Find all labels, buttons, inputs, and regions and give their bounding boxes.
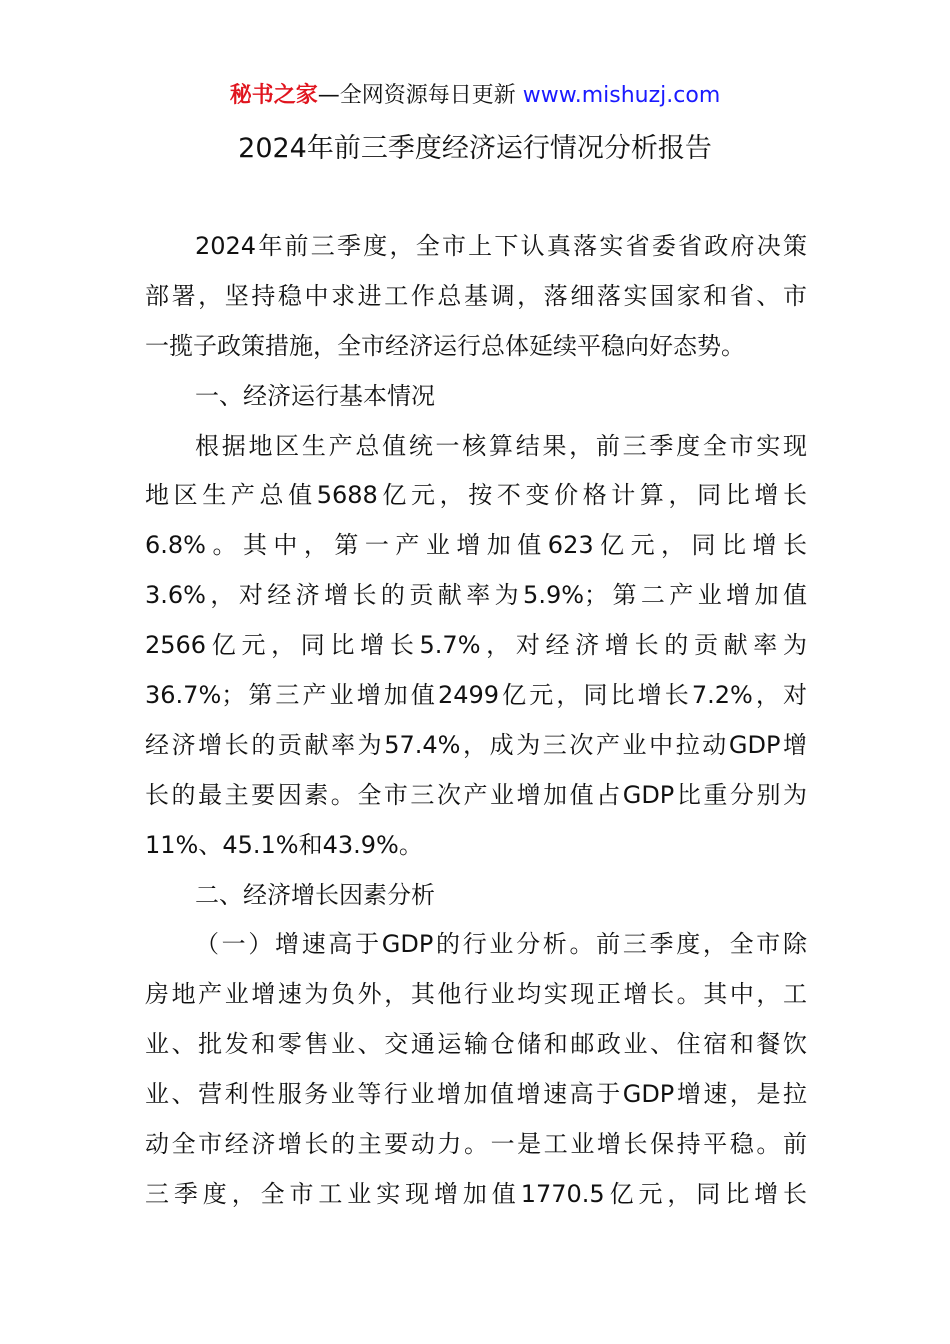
- paragraph-line: 三季度，全市工业实现增加值1770.5亿元，同比增长: [145, 1179, 807, 1208]
- section-heading: 一、经济运行基本情况: [195, 381, 435, 410]
- paragraph-line: 36.7%；第三产业增加值2499亿元，同比增长7.2%，对: [145, 681, 807, 710]
- paragraph-line: 3.6%，对经济增长的贡献率为5.9%；第二产业增加值: [145, 581, 807, 610]
- paragraph-line: 长的最主要因素。全市三次产业增加值占GDP比重分别为: [145, 780, 807, 809]
- paragraph-line: 2566亿元，同比增长5.7%，对经济增长的贡献率为: [145, 631, 807, 660]
- paragraph-line: 动全市经济增长的主要动力。一是工业增长保持平稳。前: [145, 1130, 807, 1159]
- paragraph-line: 11%、45.1%和43.9%。: [145, 830, 423, 859]
- site-header: [0, 80, 950, 112]
- brand-name: 秘书之家: [229, 83, 318, 108]
- document-body: [145, 222, 807, 1220]
- paragraph-line: 根据地区生产总值统一核算结果，前三季度全市实现: [195, 431, 807, 460]
- paragraph-line: 2024年前三季度，全市上下认真落实省委省政府决策: [195, 232, 807, 260]
- paragraph-line: 业、营利性服务业等行业增加值增速高于GDP增速，是拉: [145, 1080, 807, 1109]
- section-heading: 二、经济增长因素分析: [195, 880, 435, 909]
- paragraph-line: 业、批发和零售业、交通运输仓储和邮政业、住宿和餐饮: [145, 1030, 807, 1059]
- paragraph-line: 房地产业增速为负外，其他行业均实现正增长。其中，工: [145, 980, 807, 1009]
- paragraph-line: 6.8%。其中，第一产业增加值623亿元，同比增长: [145, 531, 807, 560]
- paragraph-line: 经济增长的贡献率为57.4%，成为三次产业中拉动GDP增: [145, 730, 807, 759]
- document-title: 2024年前三季度经济运行情况分析报告: [238, 133, 712, 164]
- paragraph-line: 地区生产总值5688亿元，按不变价格计算，同比增长: [145, 481, 807, 510]
- paragraph-line: 一揽子政策措施，全市经济运行总体延续平稳向好态势。: [145, 331, 745, 360]
- paragraph-line: （一）增速高于GDP的行业分析。前三季度，全市除: [195, 930, 807, 959]
- site-url-link[interactable]: www.mishuzj.com: [522, 83, 721, 108]
- paragraph-line: 部署，坚持稳中求进工作总基调，落细落实国家和省、市: [145, 281, 807, 310]
- header-slogan: —全网资源每日更新: [317, 83, 516, 108]
